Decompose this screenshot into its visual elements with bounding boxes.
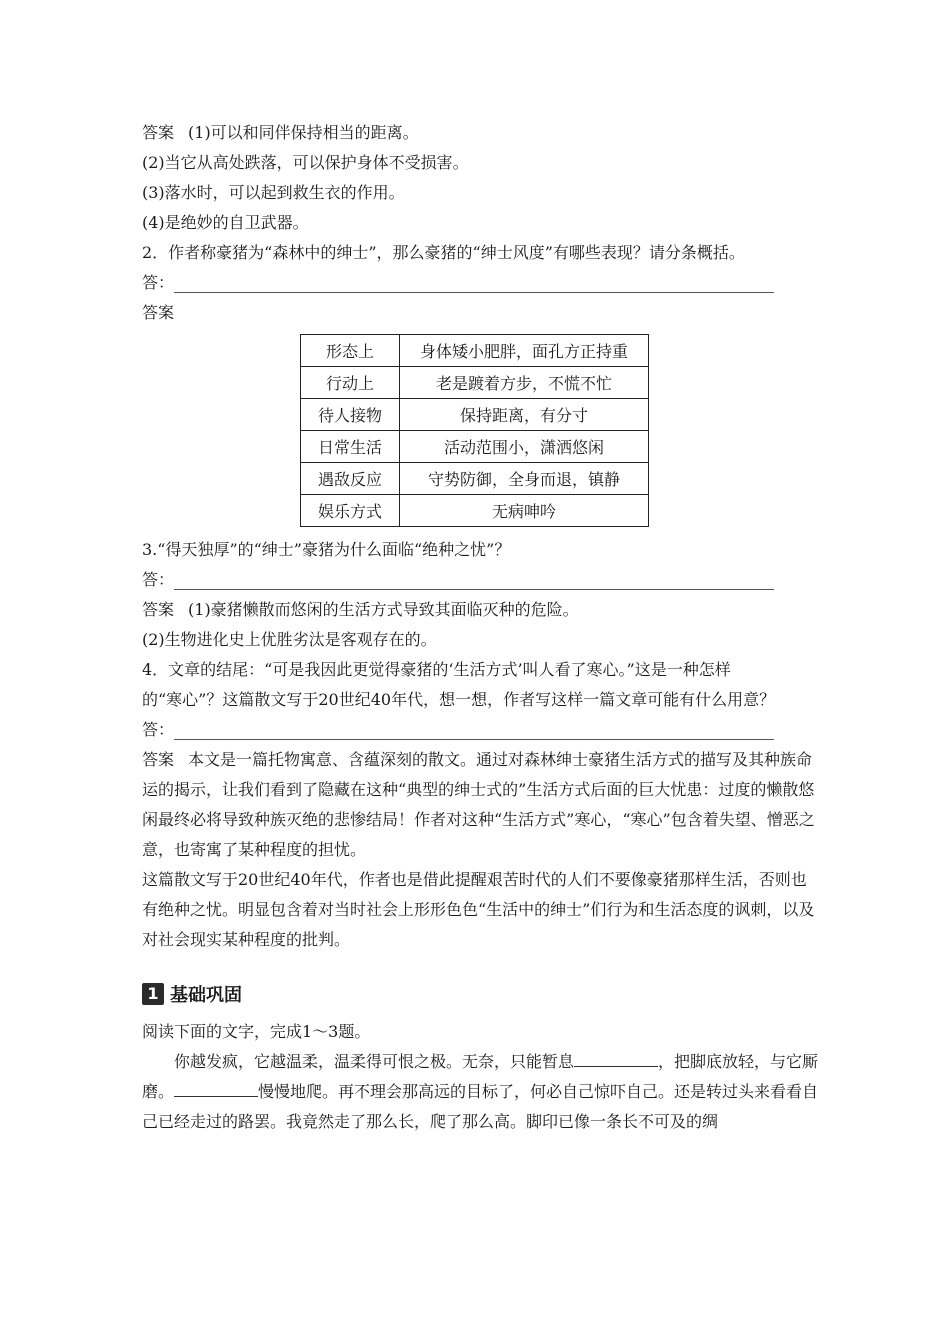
answer-prefix: 答： [142,273,175,292]
document-page [142,118,822,1137]
answer-label: 答案 [142,123,175,142]
q1-answer-line-4: (4)是绝妙的自卫武器。 [142,213,309,232]
answer-blank-line[interactable] [174,274,774,293]
q3-answer-line-1 [142,595,822,625]
section-heading [142,981,822,1007]
q4-question-line-1: 4．文章的结尾：“可是我因此更觉得豪猪的‘生活方式’叫人看了寒心。”这是一种怎样 [142,660,731,679]
table-cell-key: 待人接物 [301,399,400,431]
q2-question: 2．作者称豪猪为“森林中的绅士”，那么豪猪的“绅士风度”有哪些表现？请分条概括。 [142,243,745,262]
answer-label: 答案 [142,600,175,619]
answer-prefix: 答： [142,570,175,589]
passage-text: 慢慢地爬。再不理会那高远的目标了，何必自己惊吓自己。还是转过头来看看自己已经走过的路罢。我竟然走了那么长，爬了那么高。脚印已像一条长不可及的绸 [142,1082,819,1131]
table-row [301,335,649,367]
reading-passage [142,1047,822,1137]
q2-answer-label: 答案 [142,303,175,322]
q1-answer-line-1 [142,118,822,148]
fill-in-blank[interactable] [174,1078,258,1097]
q4-answer-paragraph-2: 这篇散文写于20世纪40年代，作者也是借此提醒艰苦时代的人们不要像豪猪那样生活，否则也有绝种之忧。明显包含着对当时社会上形形色色“生活中的绅士”们行为和生活态度的讽刺，以及对社会现实某种程度的批判。 [142,870,815,949]
q4-answer-paragraph-1 [142,745,822,865]
table-row [301,495,649,527]
answer-label: 答案 [142,750,175,769]
table-row [301,463,649,495]
answer-prefix: 答： [142,720,175,739]
q4-answer-field[interactable] [142,715,822,745]
table-cell-key: 遇敌反应 [301,463,400,495]
answer-text: (1)豪猪懒散而悠闲的生活方式导致其面临灭种的危险。 [188,600,579,619]
table-cell-key: 行动上 [301,367,400,399]
q3-answer-line-2: (2)生物进化史上优胜劣汰是客观存在的。 [142,630,437,649]
table-cell-value: 保持距离，有分寸 [400,399,649,431]
section-number-icon: 1 [142,983,164,1005]
q1-answer-line-2: (2)当它从高处跌落，可以保护身体不受损害。 [142,153,469,172]
table-cell-key: 日常生活 [301,431,400,463]
q3-question: 3.“得天独厚”的“绅士”豪猪为什么面临“绝种之忧”？ [142,540,511,559]
fill-in-blank[interactable] [574,1048,658,1067]
passage-text: 你越发疯，它越温柔，温柔得可恨之极。无奈，只能暂息 [174,1052,575,1071]
table-row [301,399,649,431]
section-title: 基础巩固 [170,985,242,1006]
table-cell-key: 形态上 [301,335,400,367]
q1-answer-line-3: (3)落水时，可以起到救生衣的作用。 [142,183,405,202]
table-row [301,431,649,463]
passage-text: ，把脚底放轻，与它厮磨。 [142,1052,819,1101]
table-cell-value: 老是踱着方步，不慌不忙 [400,367,649,399]
table-cell-key: 娱乐方式 [301,495,400,527]
q2-answer-field[interactable] [142,268,822,298]
reading-intro: 阅读下面的文字，完成1～3题。 [142,1022,371,1041]
answer-text: (1)可以和同伴保持相当的距离。 [188,123,419,142]
answer-text: 本文是一篇托物寓意、含蕴深刻的散文。通过对森林绅士豪猪生活方式的描写及其种族命运的揭示，让我们看到了隐藏在这种“典型的绅士式的”生活方式后面的巨大忧患：过度的懒散悠闲最终必将导致种族灭绝的悲惨结局！作者对这种“生活方式”寒心，“寒心”包含着失望、憎恶之意，也寄寓了某种程度的担忧。 [142,750,815,859]
q4-question-line-2: 的“寒心”？这篇散文写于20世纪40年代，想一想，作者写这样一篇文章可能有什么用意？ [142,690,776,709]
gentleman-traits-table [300,334,649,527]
table-row [301,367,649,399]
answer-blank-line[interactable] [174,721,774,740]
table-cell-value: 活动范围小，潇洒悠闲 [400,431,649,463]
q3-answer-field[interactable] [142,565,822,595]
table-cell-value: 身体矮小肥胖，面孔方正持重 [400,335,649,367]
answer-blank-line[interactable] [174,571,774,590]
table-cell-value: 无病呻吟 [400,495,649,527]
table-cell-value: 守势防御，全身而退，镇静 [400,463,649,495]
